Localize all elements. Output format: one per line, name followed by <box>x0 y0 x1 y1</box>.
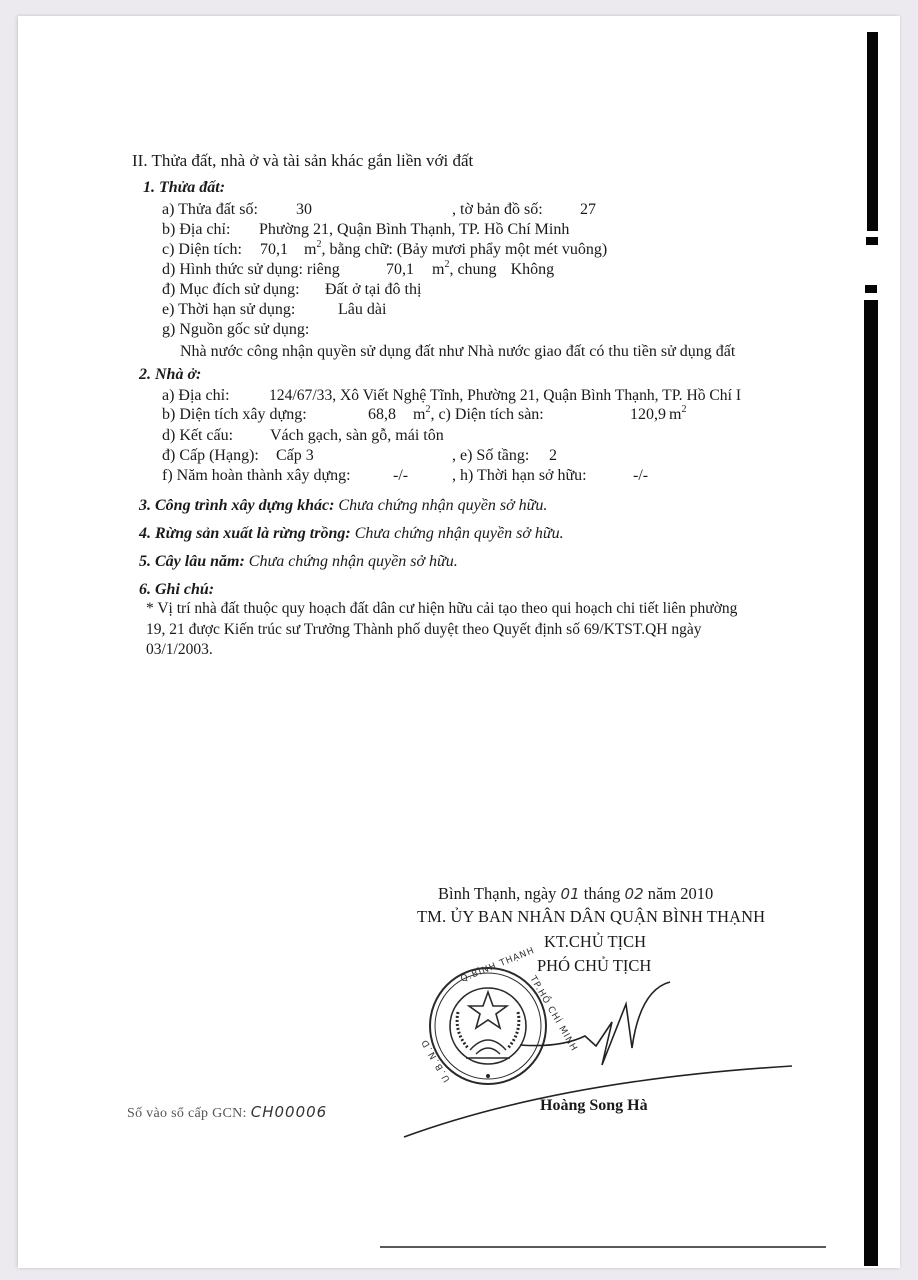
land-origin-label: g) Nguồn gốc sử dụng: <box>162 321 310 338</box>
house-floor-area-label: , c) Diện tích sàn: <box>430 406 544 423</box>
house-build-area-label: b) Diện tích xây dựng: <box>162 406 307 423</box>
issuing-authority: TM. ỦY BAN NHÂN DÂN QUẬN BÌNH THẠNH <box>417 907 766 926</box>
notes-heading: 6. Ghi chú: <box>139 581 215 598</box>
house-grade-value: Cấp 3 <box>276 447 314 464</box>
registry-label: Số vào sổ cấp GCN: <box>127 1106 247 1121</box>
signer-name: Hoàng Song Hà <box>540 1097 648 1114</box>
registry-code: CH00006 <box>250 1103 328 1121</box>
land-shared-value: Không <box>510 261 555 278</box>
issue-month: 02 <box>624 885 644 903</box>
land-parcel-label: a) Thửa đất số: <box>162 201 258 218</box>
land-map-sheet-number: 27 <box>580 201 596 218</box>
land-area-words: , bằng chữ: (Bảy mươi phẩy một mét vuông) <box>321 241 608 258</box>
other-works-value: Chưa chứng nhận quyền sở hữu. <box>338 497 548 514</box>
svg-text:U.B.N.D: U.B.N.D <box>419 1036 453 1084</box>
house-ownership-term-value: -/- <box>633 467 649 484</box>
signer-role-2: PHÓ CHỦ TỊCH <box>537 956 652 975</box>
house-ownership-term-label: , h) Thời hạn sở hữu: <box>452 467 587 484</box>
land-parcel-number: 30 <box>296 201 312 218</box>
land-area-label: c) Diện tích: <box>162 241 242 258</box>
squared-mark: 2 <box>316 239 322 250</box>
land-address-value: Phường 21, Quận Bình Thạnh, TP. Hồ Chí Minh <box>259 221 570 238</box>
issue-date: Bình Thạnh, ngày 01 tháng 02 năm 2010 <box>438 884 714 903</box>
section-title: II. Thửa đất, nhà ở và tài sản khác gắn liền với đất <box>132 151 474 170</box>
land-area-unit: m <box>304 241 317 258</box>
house-completion-label: f) Năm hoàn thành xây dựng: <box>162 467 351 484</box>
land-purpose-value: Đất ở tại đô thị <box>325 281 422 298</box>
house-build-area-value: 68,8 $m^2$, c) Diện tích sàn: <box>368 404 544 423</box>
house-floors-label: , e) Số tầng: <box>452 447 530 464</box>
house-floor-area-value: 120,9 $m^2$ <box>630 404 687 423</box>
land-map-sheet-label: , tờ bản đồ số: <box>452 201 543 218</box>
land-address-label: b) Địa chỉ: <box>162 221 231 238</box>
issue-day: 01 <box>560 885 580 903</box>
svg-text:Q.BÌNH THẠNH: Q.BÌNH THẠNH <box>459 945 537 985</box>
house-address-label: a) Địa chỉ: <box>162 387 230 404</box>
perennial-heading: 5. Cây lâu năm: <box>139 553 245 570</box>
land-usage-form-label: d) Hình thức sử dụng: riêng <box>162 261 340 278</box>
notes-line-1: * Vị trí nhà đất thuộc quy hoạch đất dân cư hiện hữu cải tạo theo qui hoạch chi tiết liên phường <box>146 600 738 617</box>
land-area-number: 70,1 <box>260 241 288 258</box>
forest-heading: 4. Rừng sản xuất là rừng trồng: <box>139 525 351 542</box>
land-origin-value: Nhà nước công nhận quyền sử dụng đất như Nhà nước giao đất có thu tiền sử dụng đất <box>180 343 736 360</box>
house-grade-label: đ) Cấp (Hạng): <box>162 447 259 464</box>
registry-number <box>127 1103 327 1123</box>
house-completion-value: -/- <box>393 467 409 484</box>
other-works-heading: 3. Công trình xây dựng khác: <box>139 497 335 514</box>
land-term-value: Lâu dài <box>338 301 387 318</box>
notes-line-3: 03/1/2003. <box>146 641 213 658</box>
land-private-area: 70,1 $m^2$, chung Không <box>386 259 555 278</box>
house-address-value: 124/67/33, Xô Viết Nghệ Tĩnh, Phường 21, Quận Bình Thạnh, TP. Hồ Chí I <box>269 387 742 404</box>
land-shared-label: , chung <box>449 261 497 278</box>
svg-text:TP.HỒ CHÍ MINH: TP.HỒ CHÍ MINH <box>527 974 579 1054</box>
signer-role-1: KT.CHỦ TỊCH <box>544 932 647 951</box>
house-heading: 2. Nhà ở: <box>139 366 202 383</box>
forest-value: Chưa chứng nhận quyền sở hữu. <box>354 525 564 542</box>
notes-line-2: 19, 21 được Kiến trúc sư Trưởng Thành phố duyệt theo Quyết định số 69/KTST.QH ngày <box>146 621 702 638</box>
land-term-label: e) Thời hạn sử dụng: <box>162 301 296 318</box>
perennial-value: Chưa chứng nhận quyền sở hữu. <box>248 553 458 570</box>
official-seal-icon <box>430 968 546 1084</box>
house-floors-value: 2 <box>549 447 557 464</box>
house-structure-value: Vách gạch, sàn gỗ, mái tôn <box>270 427 444 444</box>
house-structure-label: d) Kết cấu: <box>162 427 234 444</box>
land-purpose-label: đ) Mục đích sử dụng: <box>162 281 300 298</box>
land-heading: 1. Thửa đất: <box>143 179 226 196</box>
